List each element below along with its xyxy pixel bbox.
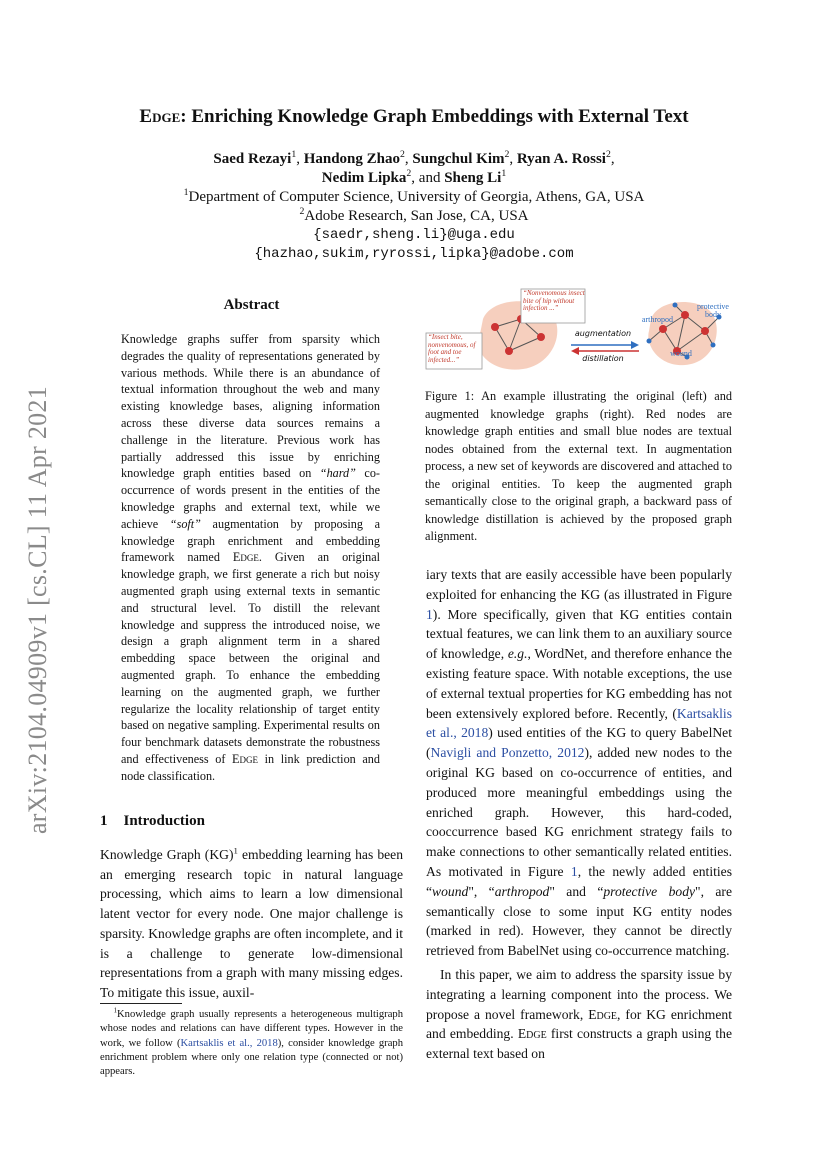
paragraph: In this paper, we aim to address the sparsity issue by integrating a learning component into the process. We propose a novel framework, Edge, for KG enrichment and embedding. Edge first constructs a graph using the external text based on bbox=[426, 966, 732, 1062]
distillation-label: distillation bbox=[582, 354, 624, 363]
kg-node bbox=[505, 347, 513, 355]
figure-ref-link[interactable]: 1 bbox=[570, 863, 578, 879]
text-node bbox=[711, 343, 716, 348]
citation-link[interactable]: Kartsaklis et al., 2018 bbox=[180, 1037, 278, 1049]
kg-node bbox=[701, 327, 709, 335]
label-protective-body: protective body bbox=[697, 303, 729, 319]
footnote: $^1$Knowledge graph usually represents a heterogeneous multigraph whose nodes and relations can have different types. However in the work, we follow (Kartsaklis et al., 2018), consider knowledge graph enrichment problem where only one relation type (connected or not) appears. bbox=[100, 1007, 403, 1078]
section-heading-introduction: 1 Introduction bbox=[100, 813, 205, 829]
figure-ref-link[interactable]: 1 bbox=[426, 606, 433, 622]
augmentation-arrow bbox=[571, 341, 639, 349]
kg-node bbox=[537, 333, 545, 341]
augmentation-label: augmentation bbox=[574, 329, 632, 338]
email-uga: {saedr,sheng.li}@uga.edu bbox=[313, 227, 515, 243]
citation-link[interactable]: Kartsaklis et al., 2018 bbox=[426, 705, 732, 741]
affiliations: $^1$Department of Computer Science, University of Georgia, Athens, GA, USA $^2$Adobe Research, San Jose, CA, USA {saedr,sheng.li}@uga.edu {hazhao,sukim,ryrossi,lipka}@adobe.com bbox=[90, 188, 738, 264]
label-arthropod: arthropod bbox=[641, 315, 673, 324]
text-box-top: “Nonvenomous insect bite of hip without infection ...” bbox=[521, 289, 585, 324]
label-wound: wound bbox=[670, 349, 692, 358]
kg-node bbox=[681, 311, 689, 319]
email-adobe: {hazhao,sukim,ryrossi,lipka}@adobe.com bbox=[254, 246, 574, 262]
text-node bbox=[673, 303, 678, 308]
figure-1 bbox=[423, 287, 733, 387]
citation-link[interactable]: Navigli and Ponzetto, 2012 bbox=[430, 745, 585, 761]
footnote-divider bbox=[100, 1003, 182, 1004]
paragraph: iary texts that are easily accessible have been popularly exploited for enhancing the KG (as illustrated in Figure 1). More specifically, given that KG entities contain textual features, we can link them to an auxiliary source of knowledge, e.g., WordNet, and therefore enhance the existing feature space. With notable exceptions, the use of external textual properties for KG embedding has not been extensively explored before. Recently, (Kartsaklis et al., 2018) used entities of the KG to query BabelNet (Navigli and Ponzetto, 2012), added new nodes to the original KG based on co-occurrence of entities, and produced more meaningful embeddings using the enriched graph. However, this hard-coded, cooccurrence based KG enrichment strategy fails to make connections to other semantically related entities. As motivated in Figure 1, the newly added entities “wound", “arthropod" and “protective body", are semantically close to some input KG entity nodes (marked in red). However, they cannot be directly retrieved from BabelNet using co-occurrence matching. bbox=[426, 567, 733, 959]
paper-title: Edge: Enriching Knowledge Graph Embeddings with External Text bbox=[139, 106, 689, 127]
figure-1-caption: Figure 1: An example illustrating the original (left) and augmented knowledge graphs (right). Red nodes are knowledge graph entities and small blue nodes are textual nodes obtained from the external text. In augmentation process, a new set of keywords are discovered and attached to the original entities. To keep the augmented graph semantically close to the original graph, a backward pass of knowledge distillation is achieved by the proposed graph alignment. bbox=[425, 389, 732, 543]
text-node bbox=[647, 339, 652, 344]
arxiv-stamp: arXiv:2104.04909v1 [cs.CL] 11 Apr 2021 bbox=[23, 385, 52, 835]
abstract-heading: Abstract bbox=[223, 297, 280, 313]
author-list: Saed Rezayi$^1$, Handong Zhao$^2$, Sungchul Kim$^2$, Ryan A. Rossi$^2$, Nedim Lipka$^2$, and Sheng Li$^1$ bbox=[213, 149, 615, 186]
abstract-body: Knowledge graphs suffer from sparsity which degrades the quality of representations generated by various methods. While there is an abundance of textual information throughout the web and many existing knowledge bases, aligning information across these diverse data sources remains a challenge in the literature. Previous work has partially addressed this issue by enriching knowledge graph entities based on “hard” co-occurrence of words present in the entities of the knowledge graphs and external text, while we achieve “soft” augmentation by proposing a knowledge graph enrichment and embedding framework named Edge. Given an original knowledge graph, we first generate a rich but noisy augmented graph using external texts in semantic and structural level. To distill the relevant knowledge and suppress the introduced noise, we design a graph alignment term in a shared embedding space between the original and augmented graph. To enhance the embedding learning on the augmented graph, we further regularize the locality relationship of target entity based on negative sampling. Experimental results on four benchmark datasets demonstrate the robustness and effectiveness of Edge in link prediction and node classification. bbox=[121, 332, 380, 783]
intro-continued bbox=[426, 565, 732, 1064]
intro-paragraph: Knowledge Graph (KG)$^1$ embedding learning has been an emerging research topic in natural language processing, which aims to learn a low dimensional latent vector for every node. One major challenge is sparsity. Knowledge graphs are often incomplete, and it is a challenge to generate low-dimensional representations from a graph with many missing edges. To mitigate this issue, auxil- bbox=[100, 845, 403, 1000]
kg-node bbox=[491, 323, 499, 331]
text-box-left: “Insect bite, nonvenomous, of foot and toe infected...” bbox=[426, 333, 482, 370]
